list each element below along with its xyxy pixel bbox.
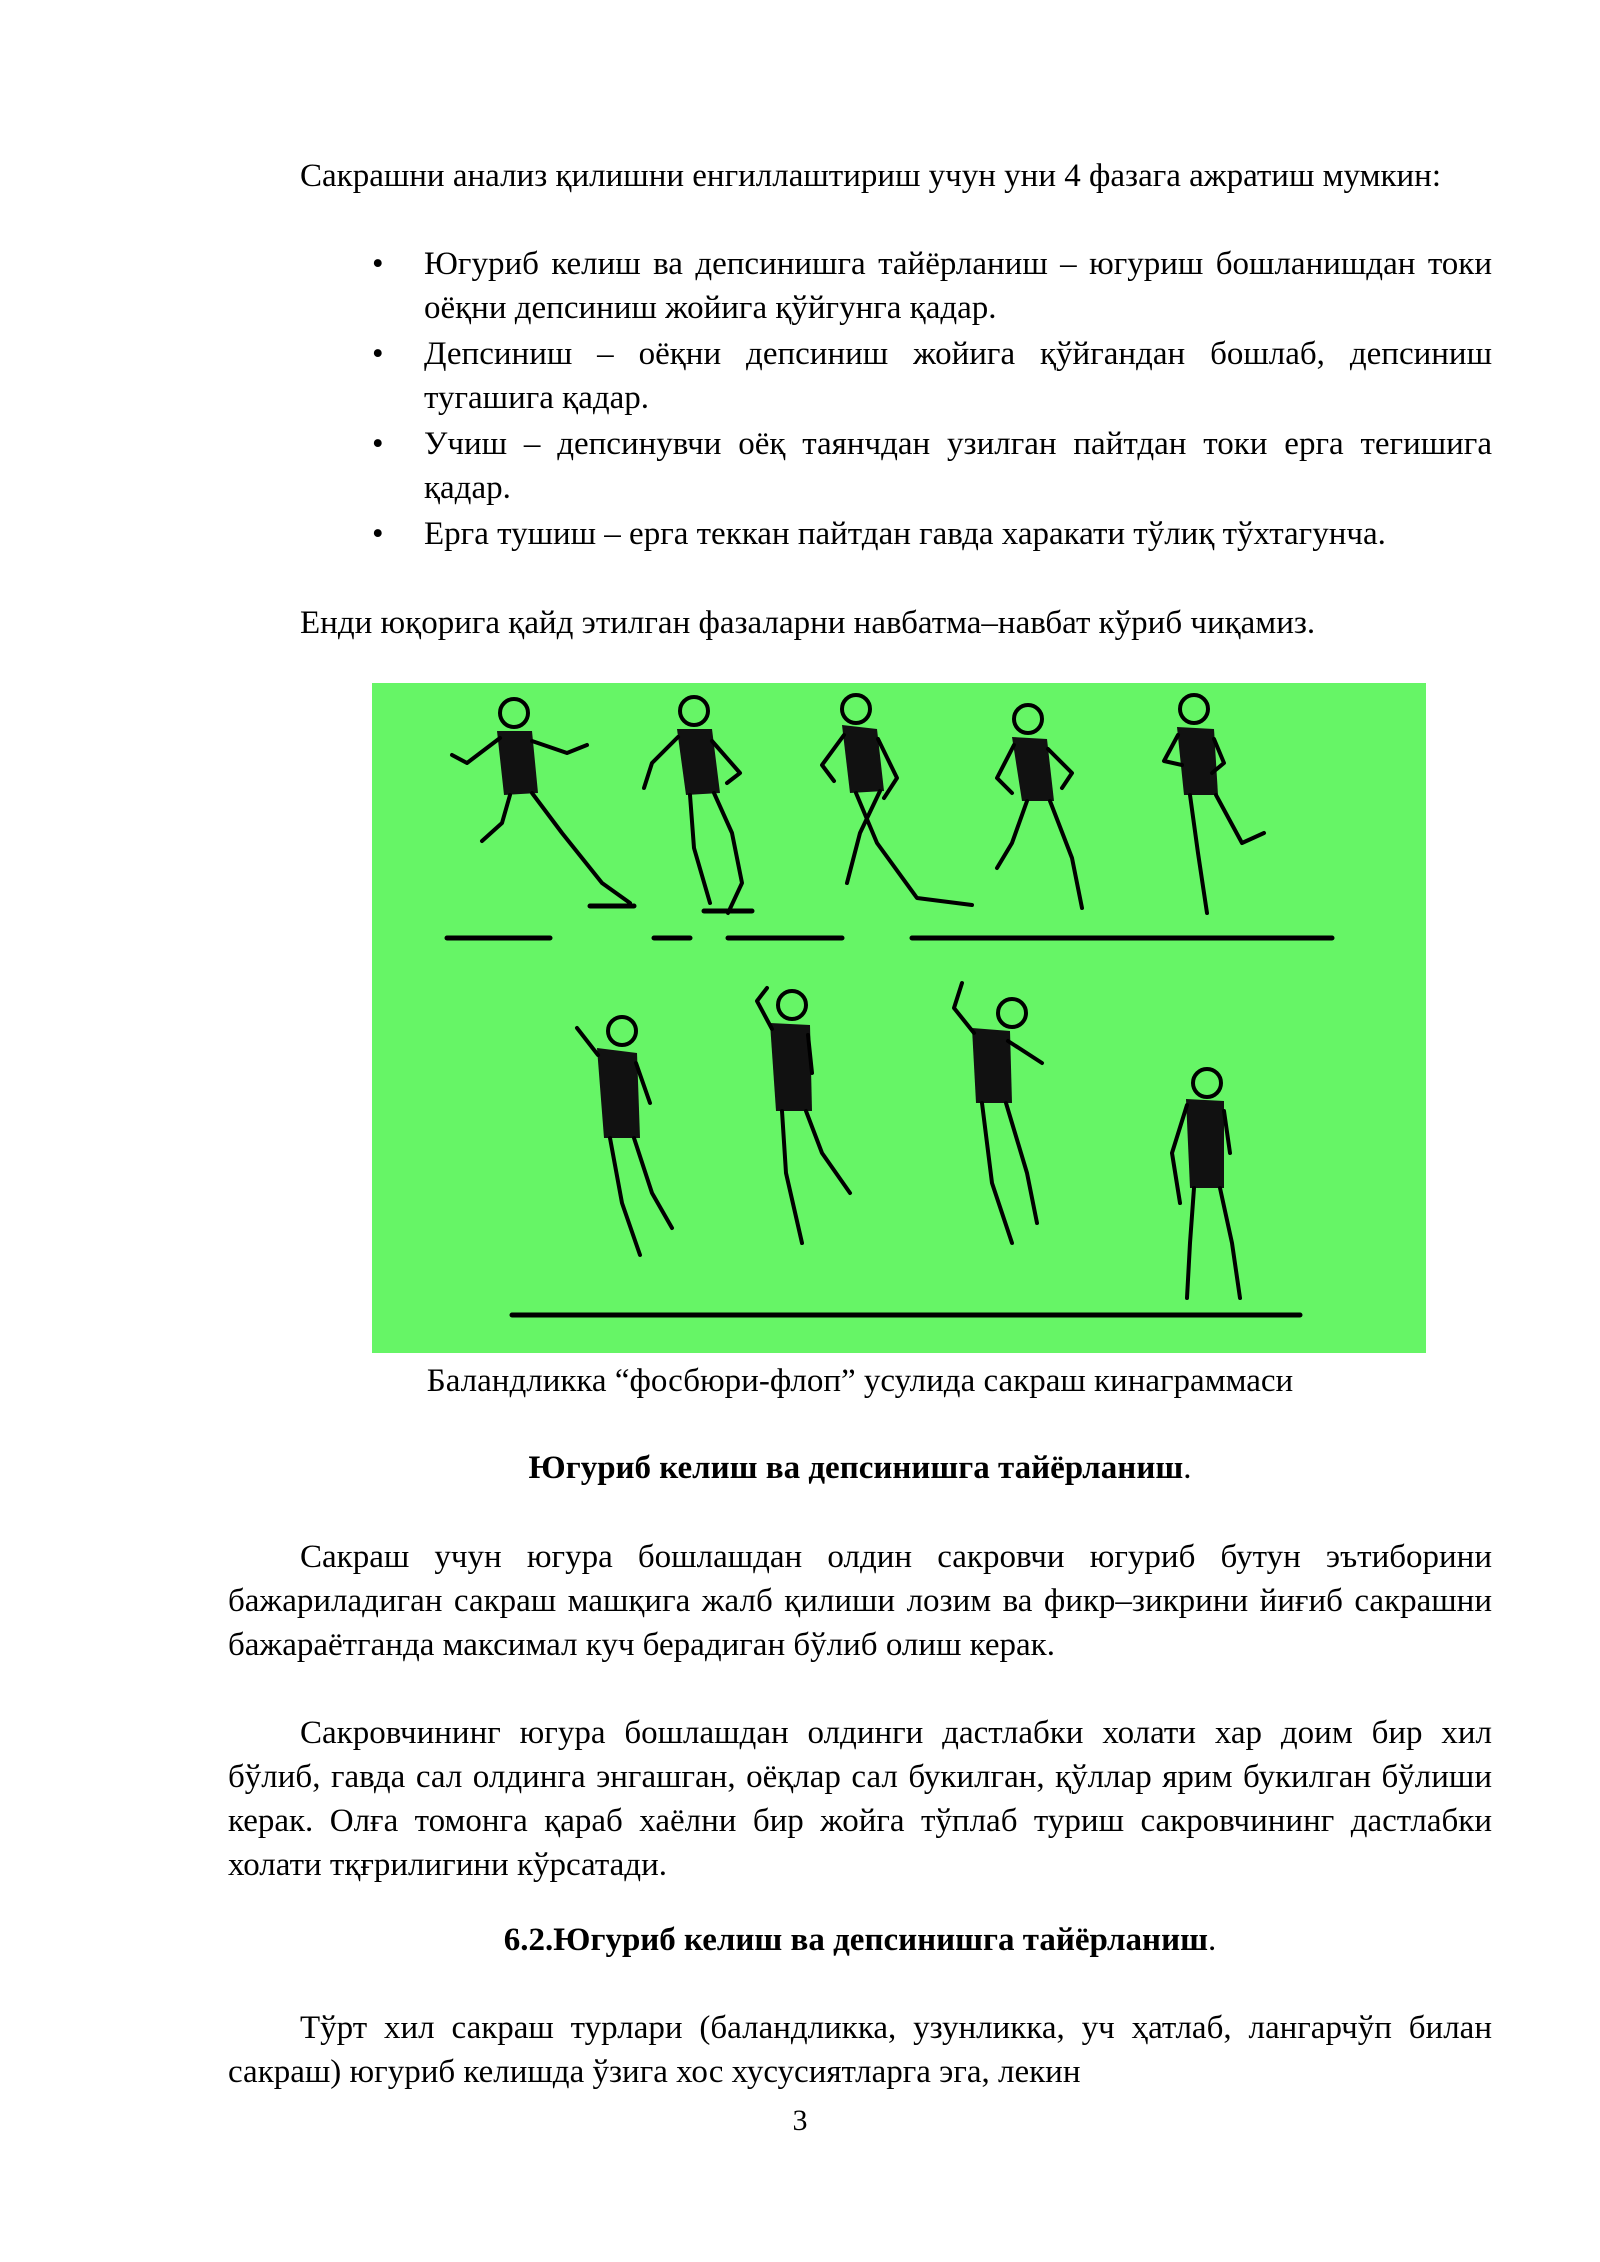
kinogram-illustration — [372, 683, 1426, 1353]
jumper-figure-5 — [1164, 695, 1264, 913]
kinogram-figure — [372, 683, 1426, 1353]
jumper-figure-3 — [822, 695, 972, 905]
section-heading: 6.2.Югуриб келиш ва депсинишга тайёрланиш. — [503, 1922, 1217, 1958]
bullet-icon: • — [372, 516, 384, 552]
list-item: • Ерга тушиш – ерга теккан пайтдан гавда харакати тўлиқ тўхтагунча. — [372, 512, 1492, 556]
bullet-icon: • — [372, 246, 384, 282]
jumper-figure-1 — [452, 699, 630, 903]
after-list-paragraph: Енди юқорига қайд этилган фазаларни навбатма–навбат кўриб чиқамиз. — [300, 605, 1316, 641]
jumper-figure-8 — [954, 983, 1042, 1243]
bullet-icon: • — [372, 426, 384, 462]
jumper-figure-2 — [644, 697, 742, 913]
phase-list — [372, 242, 1492, 558]
jumper-figure-9 — [1172, 1069, 1240, 1298]
body-paragraph: Сакраш учун югура бошлашдан олдин сакровчи югуриб бутун эътиборини бажариладиган сакраш машқига жалб қилиши лозим ва фикр–зикрини йиғиб сакрашни бажараётганда максимал куч берадиган бўлиб олиш керак. — [228, 1539, 1492, 1663]
page-number: 3 — [792, 2104, 808, 2137]
bullet-icon: • — [372, 336, 384, 372]
body-paragraph: Тўрт хил сакраш турлари (баландликка, узунликка, уч ҳатлаб, лангарчўп билан сакраш) югуриб келишда ўзига хос хусусиятларга эга, лекин — [228, 2010, 1492, 2090]
list-item: • Югуриб келиш ва депсинишга тайёрланиш – югуриш бошланишдан токи оёқни депсиниш жойига қўйгунга қадар. — [372, 242, 1492, 330]
jumper-figure-7 — [757, 988, 850, 1243]
figure-caption: Баландликка “фосбюри-флоп” усулида сакраш кинаграммаси — [426, 1363, 1294, 1399]
jumper-figure-6 — [577, 1017, 672, 1255]
list-item: • Депсиниш – оёқни депсиниш жойига қўйгандан бошлаб, депсиниш тугашига қадар. — [372, 332, 1492, 420]
intro-paragraph: Сакрашни анализ қилишни енгиллаштириш учун уни 4 фазага ажратиш мумкин: — [300, 158, 1441, 194]
section-heading: Югуриб келиш ва депсинишга тайёрланиш. — [528, 1450, 1192, 1486]
list-item: • Учиш – депсинувчи оёқ таянчдан узилган пайтдан токи ерга тегишига қадар. — [372, 422, 1492, 510]
jumper-figure-4 — [997, 705, 1082, 908]
body-paragraph: Сакровчининг югура бошлашдан олдинги дастлабки холати хар доим бир хил бўлиб, гавда сал олдинга энгашган, оёқлар сал букилган, қўллар ярим букилган бўлиши керак. Олға томонга қараб хаёлни бир жойга тўплаб туриш сакровчининг дастлабки холати тқғрилигини кўрсатади. — [228, 1715, 1492, 1883]
